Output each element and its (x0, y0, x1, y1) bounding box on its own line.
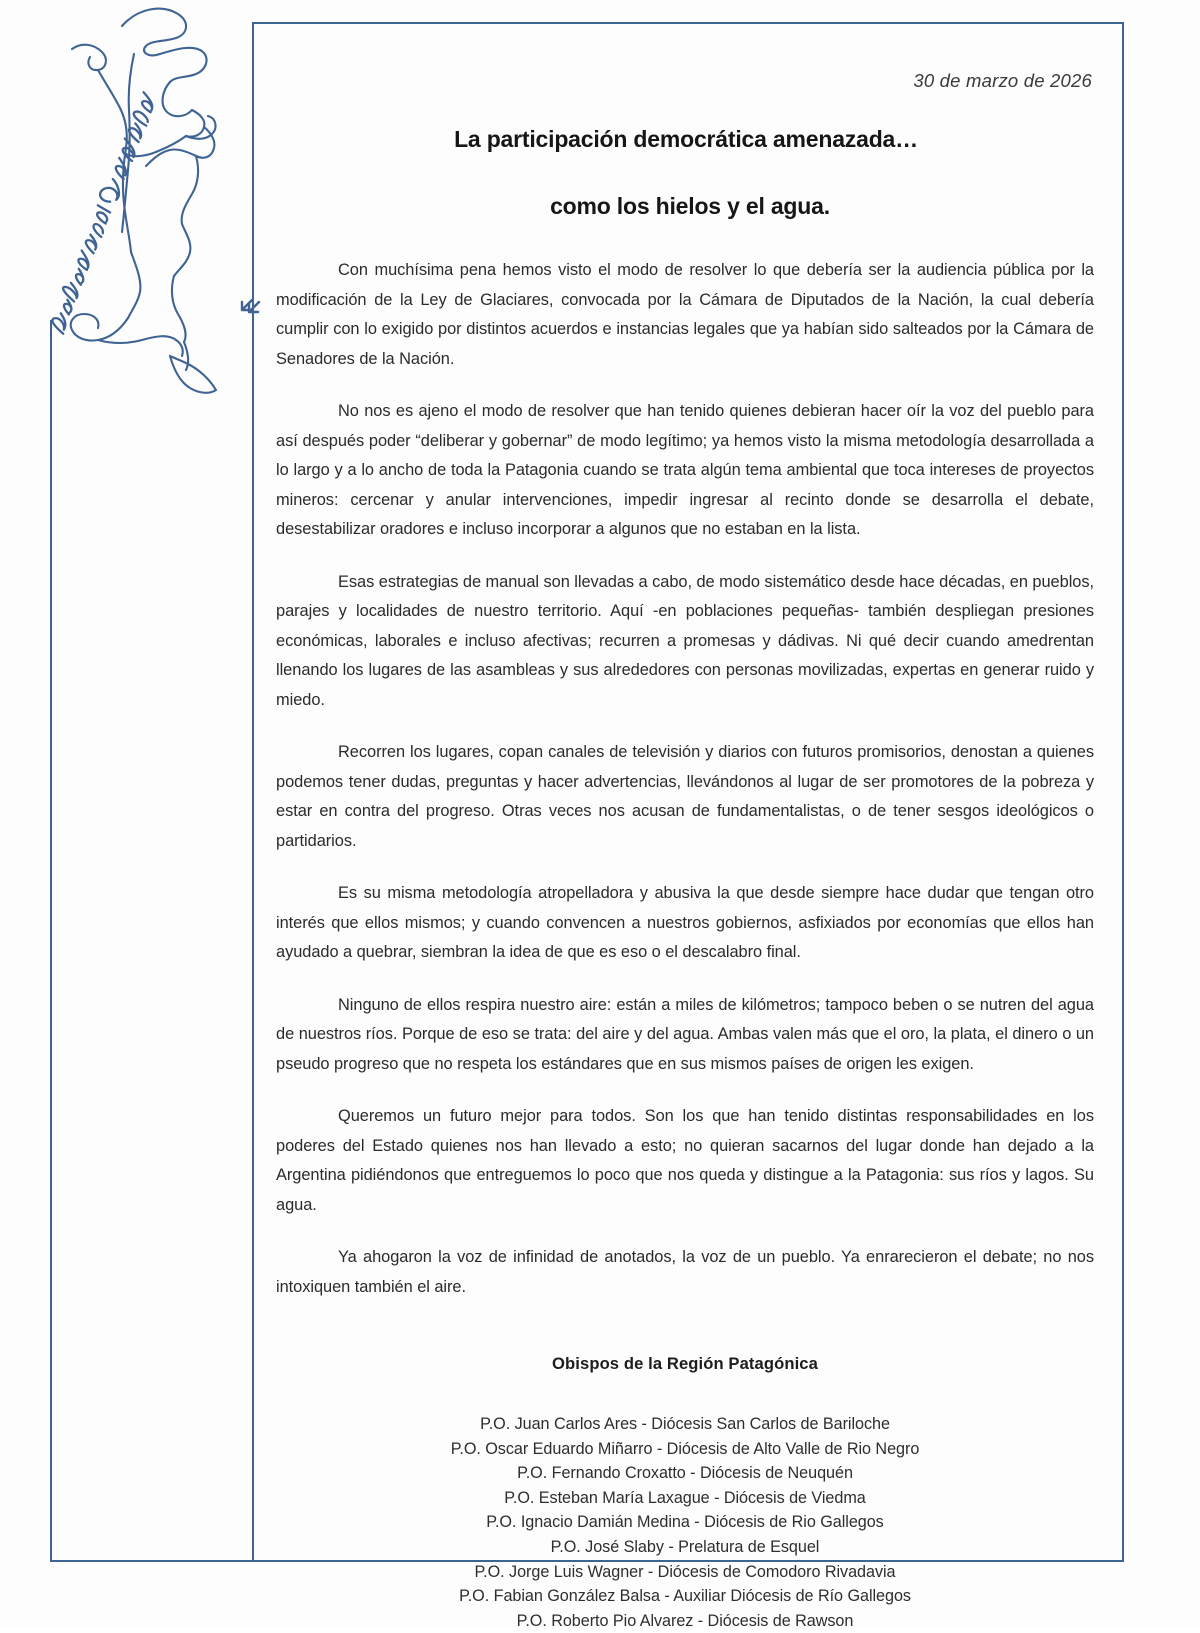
document-title-line-1: La participación democrática amenazada… (454, 126, 918, 152)
document-body (276, 70, 1094, 1633)
document-date: 30 de marzo de 2026 (913, 70, 1092, 91)
list-item: P.O. Fabian González Balsa - Auxiliar Diócesis de Río Gallegos (459, 1587, 911, 1606)
signatory-list (276, 1412, 1094, 1633)
left-margin-rule (50, 320, 52, 1562)
list-item: P.O. Jorge Luis Wagner - Diócesis de Comodoro Rivadavia (474, 1562, 896, 1581)
body-paragraph: Ya ahogaron la voz de infinidad de anotados, la voz de un pueblo. Ya enrarecieron el debate; no nos intoxiquen también el aire. (276, 1248, 1094, 1296)
letterhead-logo (10, 0, 260, 400)
list-item: P.O. Esteban María Laxague - Diócesis de Viedma (504, 1488, 866, 1507)
signature-heading: Obispos de la Región Patagónica (552, 1354, 818, 1373)
letterhead-script-icon (46, 91, 158, 333)
body-paragraph: No nos es ajeno el modo de resolver que han tenido quienes debieran hacer oír la voz del pueblo para así después poder “deliberar y gobernar” de modo legítimo; ya hemos visto la misma metodología desarrollada a lo largo y a lo ancho de toda la Patagonia cuando se trata algún tema ambiental que toca intereses de proyectos mineros: cercenar y anular intervenciones, impedir ingresar al recinto donde se desarrolla el debate, desestabilizar oradores e incluso incorporar a algunos que no estaban en la lista. (276, 402, 1094, 538)
body-paragraph: Es su misma metodología atropelladora y abusiva la que desde siempre hace dudar que tengan otro interés que ellos mismos; y cuando convencen a nuestros gobiernos, asfixiados por economías que ellos han ayudado a quebrar, siembran la idea de que es eso o el descalabro final. (276, 884, 1094, 961)
body-paragraph: Recorren los lugares, copan canales de televisión y diarios con futuros promisorios, denostan a quienes podemos tener dudas, preguntas y hacer advertencias, llevándonos al lugar de ser promotores de la pobreza y estar en contra del progreso. Otras veces nos acusan de fundamentalistas, o de tener sesgos ideológicos o partidarios. (276, 743, 1094, 850)
list-item: P.O. Ignacio Damián Medina - Diócesis de Rio Gallegos (486, 1513, 884, 1532)
body-paragraph: Queremos un futuro mejor para todos. Son los que han tenido distintas responsabilidades en los poderes del Estado quienes nos han llevado a esto; no quieran sacarnos del lugar donde han dejado a la Argentina pidiéndonos que entreguemos lo poco que nos queda y distingue a la Patagonia: sus ríos y lagos. Su agua. (276, 1107, 1094, 1214)
patagonia-map-outline-icon (10, 0, 260, 400)
list-item: P.O. Fernando Croxatto - Diócesis de Neuquén (517, 1464, 853, 1483)
body-paragraph: Esas estrategias de manual son llevadas a cabo, de modo sistemático desde hace décadas, en pueblos, parajes y localidades de nuestro territorio. Aquí -en poblaciones pequeñas- también despliegan presiones económicas, laborales e incluso afectivas; recurren a promesas y dádivas. Ni qué decir cuando amedrentan llenando los lugares de las asambleas y sus alrededores con personas movilizadas, expertas en generar ruido y miedo. (276, 572, 1094, 709)
document-title-line-2: como los hielos y el agua. (550, 193, 830, 219)
list-item: P.O. Oscar Eduardo Miñarro - Diócesis de Alto Valle de Rio Negro (450, 1439, 920, 1458)
signature-block (276, 1354, 1094, 1633)
body-paragraph: Ninguno de ellos respira nuestro aire: están a miles de kilómetros; tampoco beben o se nutren del agua de nuestros ríos. Porque de eso se trata: del aire y del agua. Ambas valen más que el oro, la plata, el dinero o un pseudo progreso que no respeta los estándares que en sus mismos países de origen les exigen. (276, 995, 1094, 1073)
body-paragraph: Con muchísima pena hemos visto el modo de resolver lo que debería ser la audiencia pública por la modificación de la Ley de Glaciares, convocada por la Cámara de Diputados de la Nación, la cual debería cumplir con lo exigido por distintos acuerdos e instancias legales que ya habían sido salteados por la Cámara de Senadores de la Nación. (276, 261, 1094, 368)
list-item: P.O. José Slaby - Prelatura de Esquel (550, 1537, 820, 1556)
list-item: P.O. Juan Carlos Ares - Diócesis San Carlos de Bariloche (480, 1415, 890, 1433)
list-item: P.O. Roberto Pio Alvarez - Diócesis de Rawson (516, 1611, 854, 1630)
